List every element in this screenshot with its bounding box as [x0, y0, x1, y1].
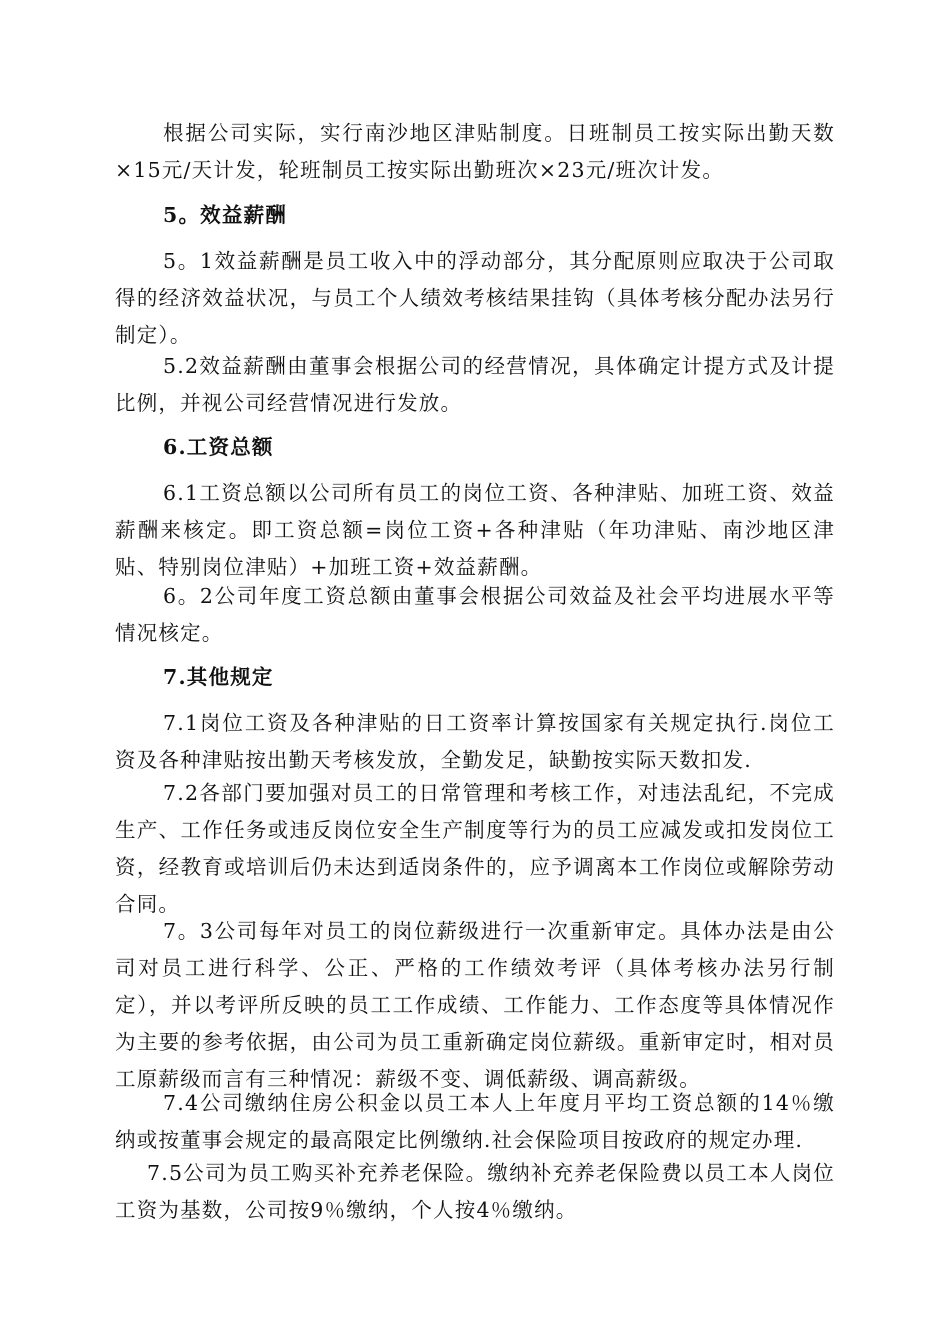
section-heading-5: 5。效益薪酬: [163, 203, 287, 227]
paragraph-6-1: 6.1工资总额以公司所有员工的岗位工资、各种津贴、加班工资、效益薪酬来核定。即工资总额=岗位工资+各种津贴（年功津贴、南沙地区津贴、特别岗位津贴）+加班工资+效益薪酬。: [115, 481, 835, 579]
paragraph-7-3: 7。3公司每年对员工的岗位薪级进行一次重新审定。具体办法是由公司对员工进行科学、公正、严格的工作绩效考评（具体考核办法另行制定），并以考评所反映的员工工作成绩、工作能力、工作态度等具体情况作为主要的参考依据，由公司为员工重新确定岗位薪级。重新审定时，相对员工原薪级而言有三种情况：薪级不变、调低薪级、调高薪级。: [115, 919, 835, 1091]
paragraph-6-2: 6。2公司年度工资总额由董事会根据公司效益及社会平均进展水平等情况核定。: [115, 584, 835, 645]
paragraph-nansha-allowance: 根据公司实际，实行南沙地区津贴制度。日班制员工按实际出勤天数×15元/天计发，轮班制员工按实际出勤班次×23元/班次计发。: [115, 121, 835, 182]
paragraph-7-4: 7.4公司缴纳住房公积金以员工本人上年度月平均工资总额的14％缴纳或按董事会规定的最高限定比例缴纳.社会保险项目按政府的规定办理.: [115, 1091, 835, 1152]
paragraph-7-2: 7.2各部门要加强对员工的日常管理和考核工作，对违法乱纪，不完成生产、工作任务或违反岗位安全生产制度等行为的员工应减发或扣发岗位工资，经教育或培训后仍未达到适岗条件的，应予调离本工作岗位或解除劳动合同。: [115, 781, 835, 916]
section-heading-7: 7.其他规定: [163, 665, 274, 689]
paragraph-7-5: 7.5公司为员工购买补充养老保险。缴纳补充养老保险费以员工本人岗位工资为基数，公司按9％缴纳，个人按4％缴纳。: [115, 1161, 835, 1222]
paragraph-5-2: 5.2效益薪酬由董事会根据公司的经营情况，具体确定计提方式及计提比例，并视公司经营情况进行发放。: [115, 354, 835, 415]
paragraph-7-1: 7.1岗位工资及各种津贴的日工资率计算按国家有关规定执行.岗位工资及各种津贴按出勤天考核发放，全勤发足，缺勤按实际天数扣发.: [115, 711, 835, 772]
paragraph-5-1: 5。1效益薪酬是员工收入中的浮动部分，其分配原则应取决于公司取得的经济效益状况，与员工个人绩效考核结果挂钩（具体考核分配办法另行制定）。: [115, 249, 835, 347]
section-heading-6: 6.工资总额: [163, 435, 274, 459]
